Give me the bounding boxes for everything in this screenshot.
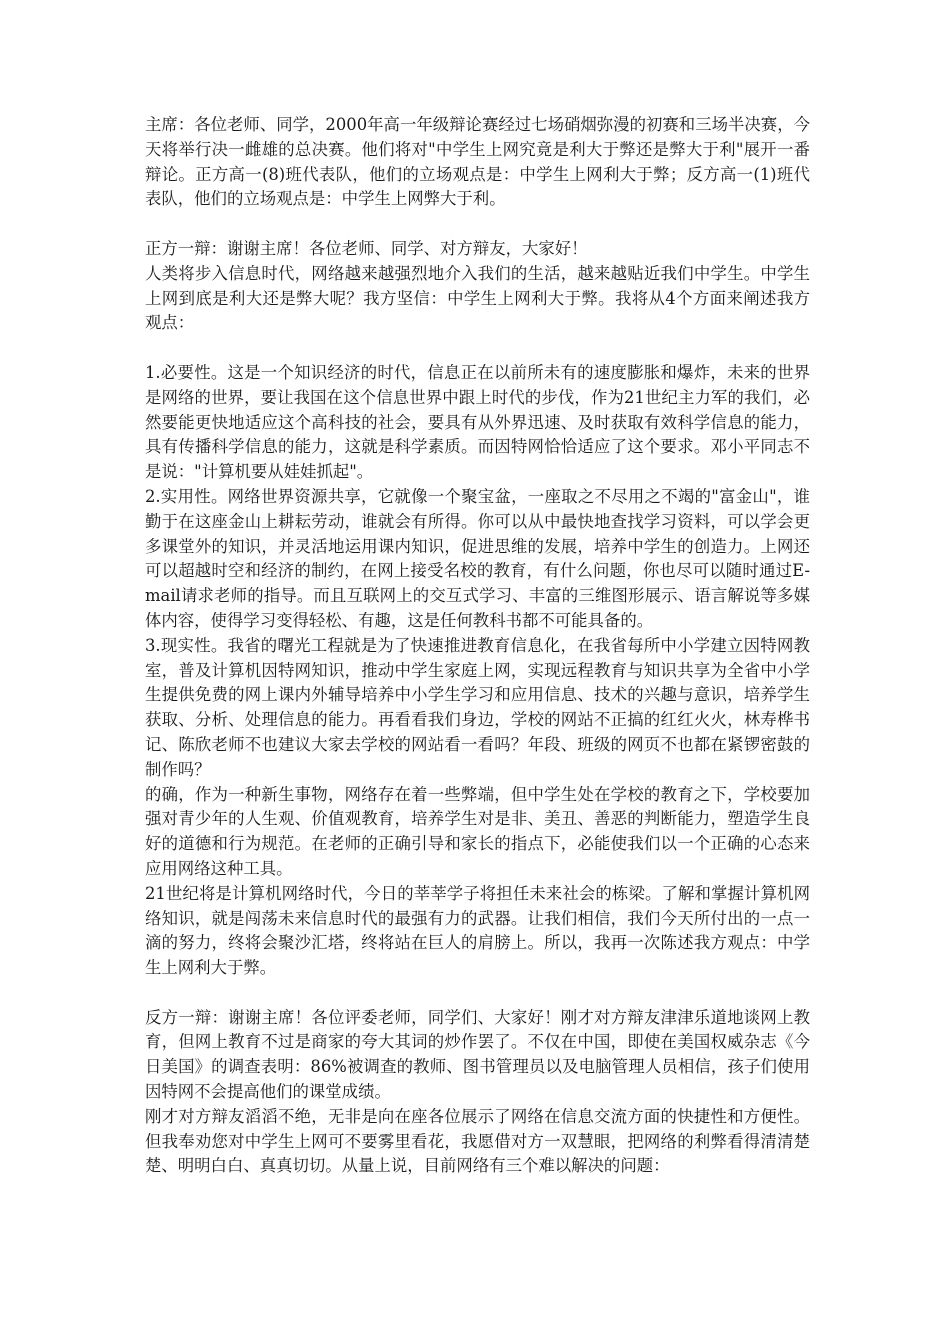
point-practicality: 2.实用性。网络世界资源共享，它就像一个聚宝盆，一座取之不尽用之不竭的"富金山"，谁勤于在这座金山上耕耘劳动，谁就会有所得。你可以从中最快地查找学习资料，可以学会更多课堂外的知识，并灵活地运用课内知识，促进思维的发展，培养中学生的创造力。上网还可以超越时空和经济的制约，在网上接受名校的教育，有什么问题，你也尽可以随时通过E-mail请求老师的指导。而且互联网上的交互式学习、丰富的三维图形展示、语言解说等多媒体内容，使得学习变得轻松、有趣，这是任何教科书都不可能具备的。 (145, 486, 810, 630)
document-body (145, 113, 810, 1179)
paragraph-gap (145, 981, 810, 1006)
point-necessity: 1.必要性。这是一个知识经济的时代，信息正在以前所未有的速度膨胀和爆炸，未来的世界是网络的世界，要让我国在这个信息世界中跟上时代的步伐，作为21世纪主力军的我们，必然要能更快地适应这个高科技的社会，要具有从外界迅速、及时获取有效科学信息的能力，具有传播科学信息的能力，这就是科学素质。而因特网恰恰适应了这个要求。邓小平同志不是说："计算机要从娃娃抓起"。 (145, 362, 810, 482)
chair-intro-paragraph: 主席：各位老师、同学，2000年高一年级辩论赛经过七场硝烟弥漫的初赛和三场半决赛，今天将举行决一雌雄的总决赛。他们将对"中学生上网究竟是利大于弊还是弊大于利"展开一番辩论。正方高一(8)班代表队，他们的立场观点是：中学生上网利大于弊；反方高一(1)班代表队，他们的立场观点是：中学生上网弊大于利。 (145, 115, 810, 209)
negative-first-rebuttal: 刚才对方辩友滔滔不绝，无非是向在座各位展示了网络在信息交流方面的快捷性和方便性。但我奉劝您对中学生上网可不要雾里看花，我愿借对方一双慧眼，把网络的利弊看得清清楚楚、明明白白、真真切切。从量上说，目前网络有三个难以解决的问题： (145, 1106, 810, 1176)
affirmative-conclusion-paragraph: 21世纪将是计算机网络时代，今日的莘莘学子将担任未来社会的栋梁。了解和掌握计算机网络知识，就是闯荡未来信息时代的最强有力的武器。让我们相信，我们今天所付出的一点一滴的努力，终将会聚沙汇塔，终将站在巨人的肩膀上。所以，我再一次陈述我方观点：中学生上网利大于弊。 (145, 883, 810, 978)
point-reality: 3.现实性。我省的曙光工程就是为了快速推进教育信息化，在我省每所中小学建立因特网教室，普及计算机因特网知识，推动中学生家庭上网，实现远程教育与知识共享为全省中小学生提供免费的网上课内外辅导培养中小学生学习和应用信息、技术的兴趣与意识，培养学生获取、分析、处理信息的能力。再看看我们身边，学校的网站不正搞的红红火火，林寿桦书记、陈欣老师不也建议大家去学校的网站看一看吗？年段、班级的网页不也都在紧锣密鼓的制作吗？ (145, 635, 810, 779)
affirmative-first-greeting: 正方一辩：谢谢主席！各位老师、同学、对方辩友，大家好！ (145, 238, 588, 258)
negative-first-opening: 反方一辩：谢谢主席！各位评委老师，同学们、大家好！刚才对方辩友津津乐道地谈网上教育，但网上教育不过是商家的夸大其词的炒作罢了。不仅在中国，即使在美国权威杂志《今日美国》的调查表明：86%被调查的教师、图书管理员以及电脑管理人员相信，孩子们使用因特网不会提高他们的课堂成绩。 (145, 1007, 810, 1102)
paragraph-gap (145, 212, 810, 237)
affirmative-concession-paragraph: 的确，作为一种新生事物，网络存在着一些弊端，但中学生处在学校的教育之下，学校要加强对青少年的人生观、价值观教育，培养学生对是非、美丑、善恶的判断能力，塑造学生良好的道德和行为规范。在老师的正确引导和家长的指点下，必能使我们以一个正确的心态来应用网络这种工具。 (145, 784, 810, 878)
affirmative-first-intro: 人类将步入信息时代，网络越来越强烈地介入我们的生活，越来越贴近我们中学生。中学生上网到底是利大还是弊大呢？我方坚信：中学生上网利大于弊。我将从4个方面来阐述我方观点： (145, 263, 810, 333)
paragraph-gap (145, 336, 810, 361)
